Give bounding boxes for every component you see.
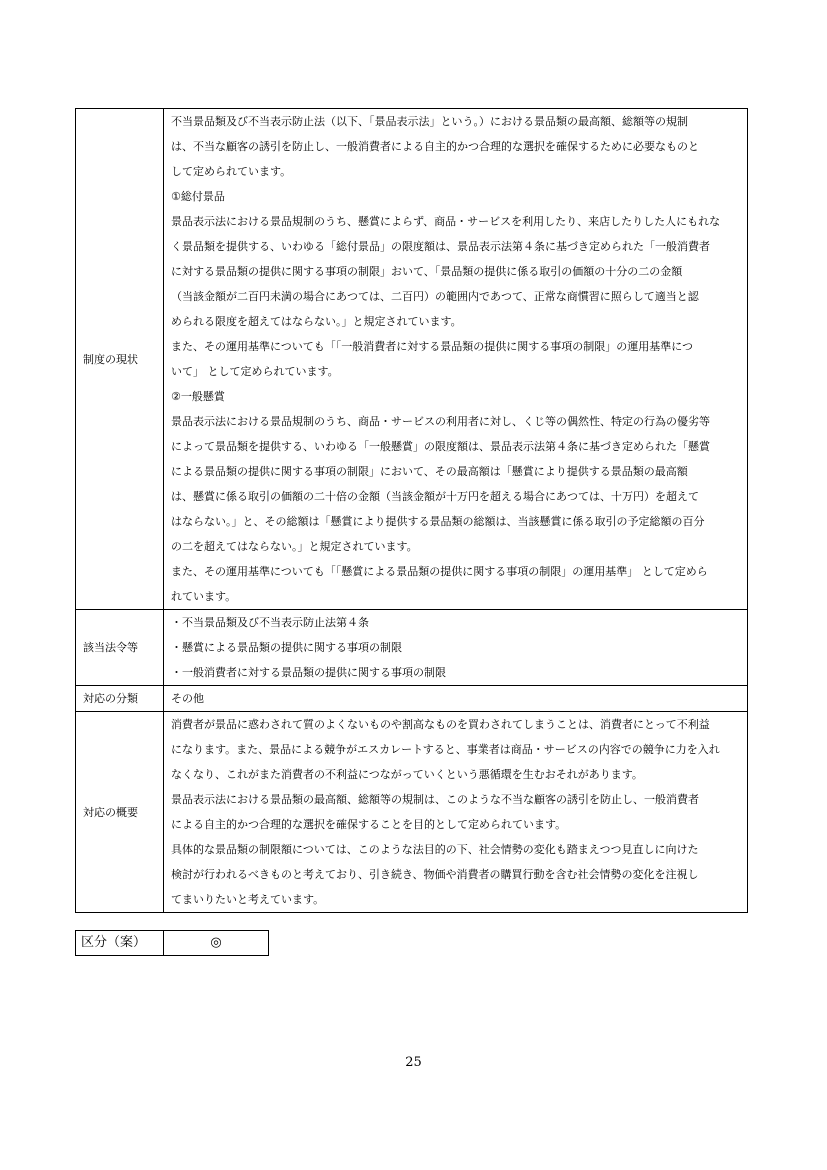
status-line: に対する景品類の提供に関する事項の制限」おいて、「景品類の提供に係る取引の価額の十分の二の金額 bbox=[171, 265, 683, 278]
summary-line: 具体的な景品類の制限額については、このような法目的の下、社会情勢の変化も踏まえつつ見直しに向けた bbox=[171, 843, 699, 856]
summary-line: 検討が行われるべきものと考えており、引き続き、物価や消費者の購買行動を含む社会情勢の変化を注視し bbox=[171, 868, 699, 881]
summary-line: なくなり、これがまた消費者の不利益につながっていくという悪循環を生むおそれがあります。 bbox=[171, 768, 643, 781]
status-line: して定められています。 bbox=[171, 165, 292, 178]
status-line: （当該金額が二百円未満の場合にあつては、二百円）の範囲内であつて、正常な商慣習に照らして適当と認 bbox=[171, 290, 699, 303]
kubun-label: 区分（案） bbox=[76, 931, 164, 956]
status-line: また、その運用基準についても「「懸賞による景品類の提供に関する事項の制限」の運用基準」 として定めら bbox=[171, 565, 708, 578]
category-value: その他 bbox=[171, 692, 204, 705]
summary-line: による自主的かつ合理的な選択を確保することを目的として定められています。 bbox=[171, 818, 567, 831]
status-line: 景品表示法における景品規制のうち、懸賞によらず、商品・サービスを利用したり、来店したりした人にもれな bbox=[171, 215, 721, 228]
status-content bbox=[164, 109, 748, 610]
status-line: はならない。」と、その総額は「懸賞により提供する景品類の総額は、当該懸賞に係る取引の予定総額の百分 bbox=[171, 515, 705, 528]
summary-label: 対応の概要 bbox=[76, 712, 164, 913]
category-content bbox=[164, 686, 748, 712]
summary-line: 消費者が景品に惑わされて質のよくないものや割高なものを買わされてしまうことは、消費者にとって不利益 bbox=[171, 718, 710, 731]
summary-line: てまいりたいと考えています。 bbox=[171, 893, 325, 906]
status-line: 不当景品類及び不当表示防止法（以下、「景品表示法」という。）における景品類の最高額、総額等の規制 bbox=[171, 115, 688, 128]
laws-line: ・懸賞による景品類の提供に関する事項の制限 bbox=[171, 641, 402, 654]
status-line: によって景品類を提供する、いわゆる「一般懸賞」の限度額は、景品表示法第４条に基づき定められた「懸賞 bbox=[171, 440, 710, 453]
status-line: による景品類の提供に関する事項の制限」において、その最高額は「懸賞により提供する景品類の最高額 bbox=[171, 465, 688, 478]
laws-content bbox=[164, 610, 748, 686]
status-label: 制度の現状 bbox=[76, 109, 164, 610]
status-line: また、その運用基準についても「「一般消費者に対する景品類の提供に関する事項の制限」の運用基準につ bbox=[171, 340, 694, 353]
status-line: の二を超えてはならない。」と規定されています。 bbox=[171, 540, 418, 553]
laws-line: ・不当景品類及び不当表示防止法第４条 bbox=[171, 616, 369, 629]
kubun-value: ◎ bbox=[164, 931, 269, 956]
regulation-table bbox=[75, 108, 748, 913]
summary-row bbox=[76, 712, 748, 913]
summary-line: 景品表示法における景品類の最高額、総額等の規制は、このような不当な顧客の誘引を防止し、一般消費者 bbox=[171, 793, 699, 806]
laws-label: 該当法令等 bbox=[76, 610, 164, 686]
summary-line: になります。また、景品による競争がエスカレートすると、事業者は商品・サービスの内容での競争に力を入れ bbox=[171, 743, 720, 756]
status-line: は、不当な顧客の誘引を防止し、一般消費者による自主的かつ合理的な選択を確保するために必要なものと bbox=[171, 140, 699, 153]
kubun-table bbox=[75, 930, 269, 956]
status-line: く景品類を提供する、いわゆる「総付景品」の限度額は、景品表示法第４条に基づき定められた「一般消費者 bbox=[171, 240, 710, 253]
status-line: は、懸賞に係る取引の価額の二十倍の金額（当該金額が十万円を超える場合にあつては、十万円）を超えて bbox=[171, 490, 699, 503]
category-label: 対応の分類 bbox=[76, 686, 164, 712]
page-number: 25 bbox=[405, 1055, 422, 1070]
status-line: いて」 として定められています。 bbox=[171, 365, 339, 378]
status-line: ②一般懸賞 bbox=[171, 390, 225, 403]
status-line: ①総付景品 bbox=[171, 190, 225, 203]
status-line: 景品表示法における景品規制のうち、商品・サービスの利用者に対し、くじ等の偶然性、特定の行為の優劣等 bbox=[171, 415, 710, 428]
laws-line: ・一般消費者に対する景品類の提供に関する事項の制限 bbox=[171, 666, 446, 679]
status-line: められる限度を超えてはならない。」と規定されています。 bbox=[171, 315, 462, 328]
status-line: れています。 bbox=[171, 590, 237, 603]
category-row bbox=[76, 686, 748, 712]
summary-content bbox=[164, 712, 748, 913]
laws-row bbox=[76, 610, 748, 686]
status-row bbox=[76, 109, 748, 610]
